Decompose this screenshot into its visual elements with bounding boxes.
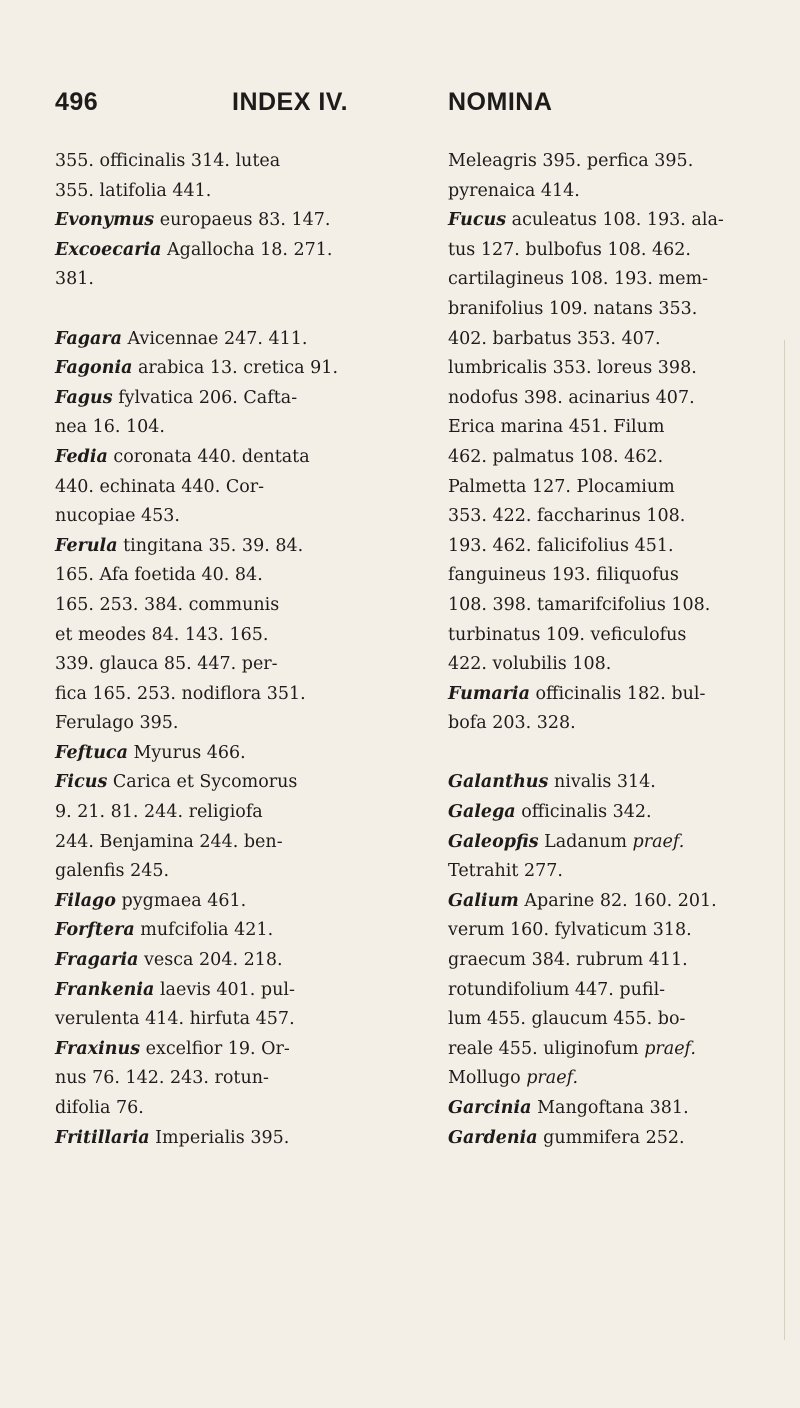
index-line	[448, 561, 778, 591]
entry-text: et meodes 84. 143. 165.	[55, 624, 269, 645]
index-line	[55, 976, 385, 1006]
genus-name: Gardenia	[448, 1127, 538, 1148]
entry-text: Meleagris 395. perfica 395.	[448, 151, 694, 171]
entry-text: gummifera 252.	[537, 1127, 685, 1148]
entry-text: mufcifolia 421.	[134, 920, 274, 941]
italic-reference: praef.	[644, 1038, 696, 1059]
entry-text: Carica et Sycomorus	[107, 772, 298, 793]
index-line	[55, 798, 385, 828]
entry-text: 165. 253. 384. communis	[55, 594, 280, 615]
page-edge	[784, 340, 800, 1340]
genus-name: Galeopfis	[448, 831, 539, 852]
index-line	[55, 561, 385, 591]
entry-text: verulenta 414. hirfuta 457.	[55, 1009, 295, 1030]
entry-text: 462. palmatus 108. 462.	[448, 446, 664, 467]
index-line	[55, 916, 385, 946]
entry-text: 353. 422. faccharinus 108.	[448, 506, 686, 527]
index-line	[55, 265, 385, 295]
entry-text: bofa 203. 328.	[448, 713, 576, 734]
entry-text: difolia 76.	[55, 1098, 144, 1118]
page-number: 496	[55, 88, 99, 116]
entry-text: 422. volubilis 108.	[448, 654, 612, 675]
index-line	[55, 946, 385, 976]
entry-text: galenfis 245.	[55, 861, 170, 882]
entry-text: 165. Afa foetida 40. 84.	[55, 565, 263, 586]
entry-text: fanguineus 193. filiquofus	[448, 565, 679, 586]
left-index-column	[55, 147, 385, 1153]
entry-text: 381.	[55, 269, 94, 290]
index-line	[448, 650, 778, 680]
index-line	[55, 621, 385, 651]
genus-name: Galium	[448, 890, 519, 911]
entry-text: 9. 21. 81. 244. religiofa	[55, 802, 263, 823]
entry-text: lumbricalis 353. loreus 398.	[448, 358, 697, 379]
index-line	[55, 206, 385, 236]
entry-text: Avicennae 247. 411.	[121, 328, 308, 349]
genus-name: Fumaria	[448, 683, 530, 704]
blank-line	[55, 295, 385, 325]
index-line	[55, 1094, 385, 1124]
entry-text: fica 165. 253. nodiflora 351.	[55, 683, 306, 704]
index-line	[55, 680, 385, 710]
index-line	[55, 1035, 385, 1065]
index-line	[55, 532, 385, 562]
right-index-column	[448, 147, 778, 1153]
genus-name: Fraxinus	[55, 1038, 141, 1059]
blank-line	[448, 739, 778, 769]
index-line	[448, 206, 778, 236]
index-line	[55, 325, 385, 355]
index-line	[448, 591, 778, 621]
entry-text: aculeatus 108. 193. ala-	[506, 210, 724, 231]
entry-text: tingitana 35. 39. 84.	[117, 535, 304, 556]
genus-name: Ferula	[55, 535, 118, 556]
index-line	[448, 384, 778, 414]
genus-name: Forftera	[55, 920, 135, 941]
entry-text: pygmaea 461.	[115, 890, 247, 911]
index-line	[448, 265, 778, 295]
genus-name: Fedia	[55, 446, 108, 467]
index-line	[448, 236, 778, 266]
entry-text: Ladanum	[538, 831, 633, 852]
entry-text: Aparine 82. 160. 201.	[518, 890, 717, 911]
index-line	[448, 680, 778, 710]
entry-text: Tetrahit 277.	[448, 861, 563, 882]
entry-text: 402. barbatus 353. 407.	[448, 328, 661, 349]
genus-name: Fritillaria	[55, 1127, 150, 1148]
italic-reference: praef.	[632, 831, 685, 852]
index-line	[55, 384, 385, 414]
entry-text: nodofus 398. acinarius 407.	[448, 387, 695, 408]
entry-text: 355. officinalis 314. lutea	[55, 151, 281, 171]
index-line	[55, 177, 385, 207]
index-line	[448, 1124, 778, 1154]
index-line	[448, 709, 778, 739]
genus-name: Frankenia	[55, 979, 155, 1000]
index-line	[448, 147, 778, 177]
entry-text: Palmetta 127. Plocamium	[448, 476, 675, 497]
entry-text: rotundifolium 447. pufil-	[448, 979, 666, 1000]
entry-text: nivalis 314.	[548, 772, 656, 793]
entry-text: europaeus 83. 147.	[154, 210, 331, 231]
genus-name: Fucus	[448, 210, 507, 231]
index-line	[55, 502, 385, 532]
italic-reference: praef.	[526, 1068, 579, 1089]
index-line	[448, 1035, 778, 1065]
entry-text: branifolius 109. natans 353.	[448, 298, 698, 319]
index-line	[448, 532, 778, 562]
entry-text: 355. latifolia 441.	[55, 180, 212, 201]
index-line	[55, 591, 385, 621]
index-line	[55, 709, 385, 739]
index-line	[55, 147, 385, 177]
index-line	[55, 887, 385, 917]
genus-name: Feftuca	[55, 742, 128, 763]
index-line	[448, 1005, 778, 1035]
index-line	[55, 236, 385, 266]
index-line	[55, 473, 385, 503]
index-line	[448, 413, 778, 443]
genus-name: Filago	[55, 890, 116, 911]
index-line	[55, 1064, 385, 1094]
index-line	[448, 502, 778, 532]
index-line	[448, 946, 778, 976]
genus-name: Garcinia	[448, 1098, 532, 1118]
section-title: NOMINA	[448, 88, 553, 116]
index-line	[448, 354, 778, 384]
index-line	[55, 354, 385, 384]
index-line	[448, 887, 778, 917]
entry-text: coronata 440. dentata	[107, 446, 310, 467]
entry-text: pyrenaica 414.	[448, 180, 580, 201]
entry-text: Erica marina 451. Filum	[448, 417, 665, 438]
index-line	[448, 621, 778, 651]
index-line	[448, 976, 778, 1006]
index-line	[55, 1005, 385, 1035]
index-line	[55, 413, 385, 443]
genus-name: Fagara	[55, 328, 122, 349]
index-line	[448, 768, 778, 798]
entry-text: 193. 462. falicifolius 451.	[448, 535, 674, 556]
entry-text: Mangoftana 381.	[531, 1098, 689, 1118]
index-line	[55, 443, 385, 473]
entry-text: cartilagineus 108. 193. mem-	[448, 269, 709, 290]
genus-name: Excoecaria	[55, 239, 162, 260]
entry-text: officinalis 182. bul-	[529, 683, 706, 704]
index-line	[55, 1124, 385, 1154]
entry-text: 244. Benjamina 244. ben-	[55, 831, 283, 852]
index-line	[448, 473, 778, 503]
entry-text: Mollugo	[448, 1068, 527, 1089]
index-line	[448, 443, 778, 473]
index-line	[448, 1094, 778, 1124]
index-line	[448, 177, 778, 207]
entry-text: nea 16. 104.	[55, 417, 165, 438]
entry-text: nus 76. 142. 243. rotun-	[55, 1068, 269, 1089]
entry-text: 339. glauca 85. 447. per-	[55, 654, 278, 675]
entry-text: laevis 401. pul-	[154, 979, 295, 1000]
entry-text: vesca 204. 218.	[138, 950, 283, 971]
index-line	[448, 828, 778, 858]
genus-name: Galega	[448, 802, 516, 823]
entry-text: officinalis 342.	[515, 802, 652, 823]
index-line	[448, 916, 778, 946]
index-line	[55, 828, 385, 858]
index-title: INDEX IV.	[232, 88, 349, 116]
genus-name: Ficus	[55, 772, 108, 793]
index-line	[55, 739, 385, 769]
entry-text: tus 127. bulbofus 108. 462.	[448, 239, 691, 260]
index-line	[448, 325, 778, 355]
entry-text: turbinatus 109. veficulofus	[448, 624, 687, 645]
genus-name: Fagonia	[55, 358, 133, 379]
entry-text: verum 160. fylvaticum 318.	[448, 920, 692, 941]
index-line	[55, 768, 385, 798]
index-line	[55, 650, 385, 680]
index-line	[55, 857, 385, 887]
entry-text: Ferulago 395.	[55, 713, 179, 734]
genus-name: Evonymus	[55, 210, 155, 231]
index-line	[448, 1064, 778, 1094]
index-line	[448, 857, 778, 887]
entry-text: nucopiae 453.	[55, 506, 180, 527]
genus-name: Fragaria	[55, 950, 139, 971]
entry-text: 108. 398. tamarifcifolius 108.	[448, 594, 711, 615]
entry-text: Myurus 466.	[127, 742, 246, 763]
entry-text: 440. echinata 440. Cor-	[55, 476, 265, 497]
genus-name: Fagus	[55, 387, 113, 408]
entry-text: fylvatica 206. Cafta-	[112, 387, 298, 408]
entry-text: Agallocha 18. 271.	[161, 239, 333, 260]
entry-text: Imperialis 395.	[149, 1127, 290, 1148]
entry-text: reale 455. uliginofum	[448, 1038, 645, 1059]
page-header	[0, 88, 800, 128]
index-line	[448, 295, 778, 325]
index-line	[448, 798, 778, 828]
entry-text: arabica 13. cretica 91.	[132, 358, 339, 379]
entry-text: lum 455. glaucum 455. bo-	[448, 1009, 686, 1030]
entry-text: excelfior 19. Or-	[140, 1038, 290, 1059]
genus-name: Galanthus	[448, 772, 549, 793]
entry-text: graecum 384. rubrum 411.	[448, 950, 688, 971]
